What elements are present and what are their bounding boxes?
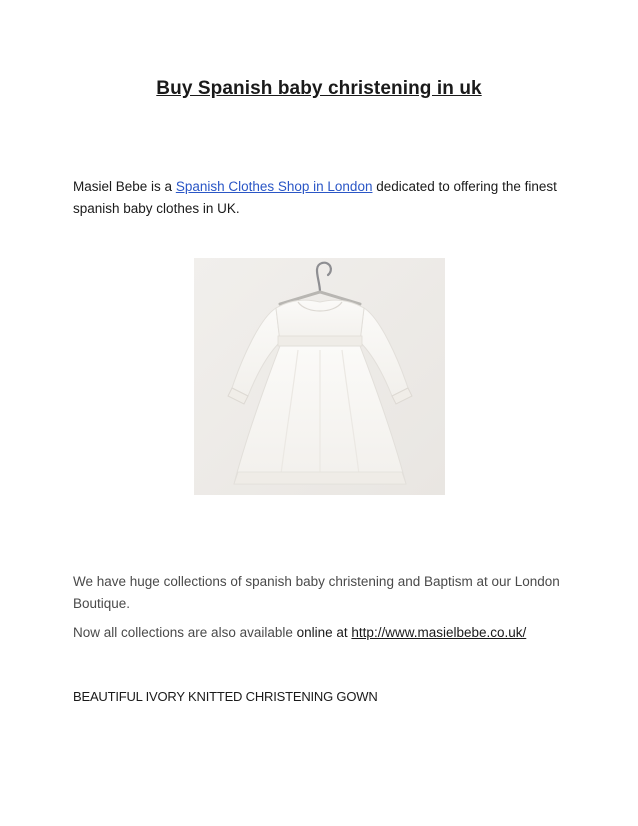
online-paragraph xyxy=(73,622,573,644)
collections-paragraph: We have huge collections of spanish baby christening and Baptism at our London Boutique. xyxy=(73,574,560,611)
intro-text-before: Masiel Bebe is a xyxy=(73,179,176,194)
christening-gown-icon xyxy=(194,258,445,495)
intro-text-after: dedicated to offering the finest spanish baby clothes in UK. xyxy=(73,179,557,216)
page-title: Buy Spanish baby christening in uk xyxy=(156,78,482,99)
masielbebe-website-link[interactable]: http://www.masielbebe.co.uk/ xyxy=(351,625,527,640)
product-heading: BEAUTIFUL IVORY KNITTED CHRISTENING GOWN xyxy=(73,689,378,704)
online-text-before: Now all collections are also available xyxy=(73,625,297,640)
christening-gown-photo xyxy=(194,258,445,495)
spanish-clothes-shop-link[interactable]: Spanish Clothes Shop in London xyxy=(175,179,373,194)
online-text-dark: online at xyxy=(296,625,352,640)
intro-paragraph xyxy=(73,176,573,220)
